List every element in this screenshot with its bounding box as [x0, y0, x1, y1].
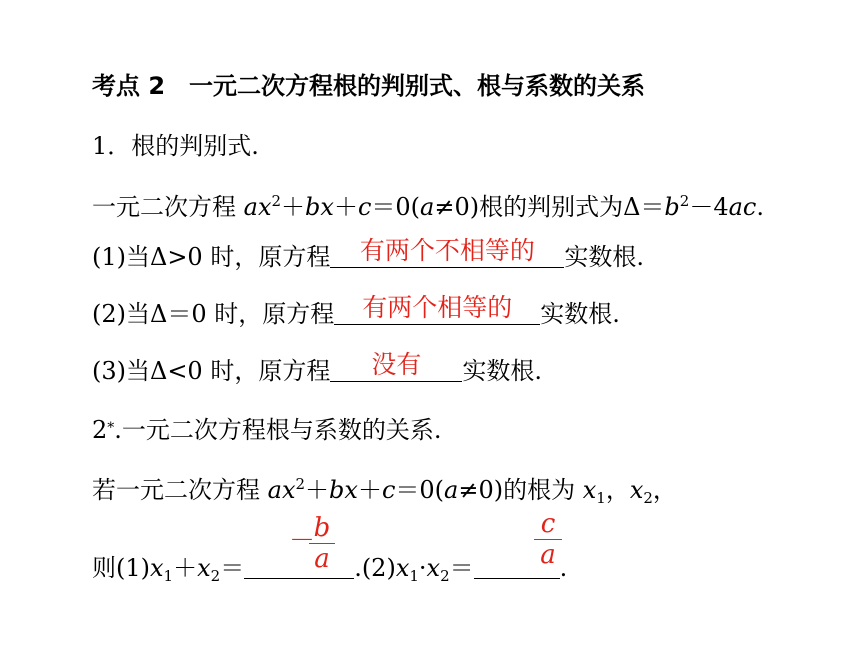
answer-blank-1 [330, 236, 564, 268]
case-3-line: (3)当Δ<0 时，原方程 没有 实数根. [92, 350, 542, 385]
answer-sum-denominator: a [314, 544, 330, 574]
answer-text-1: 有两个不相等的 [359, 236, 535, 265]
page-title: 考点 2 一元二次方程根的判别式、根与系数的关系 [92, 72, 646, 100]
product-blank [474, 554, 560, 579]
discriminant-definition: 一元二次方程 $ax^2+bx+c=0(a\ne 0)$根的判别式为$\Delta=b^2-4ac$. [92, 192, 765, 221]
answer-product-numerator: c [540, 509, 556, 539]
roots-result-line: 则$(1)x_1+x_2= .(2)x_1\cdot x_2=$ . [92, 554, 568, 585]
answer-blank-2 [334, 293, 540, 325]
sum-blank [244, 554, 354, 579]
answer-sum-sign: － [289, 526, 316, 556]
answer-text-2: 有两个相等的 [362, 293, 513, 322]
case-1-line: (1)当Δ>0 时，原方程 有两个不相等的 实数根. [92, 236, 644, 271]
section-1-heading: 1．根的判别式. [92, 132, 259, 160]
answer-text-3: 没有 [371, 350, 422, 379]
answer-sum-numerator: b [313, 513, 331, 543]
answer-blank-3 [330, 350, 462, 382]
section-2-heading: 2*.一元二次方程根与系数的关系. [92, 416, 442, 444]
case-2-line: (2)当Δ＝0 时，原方程 有两个相等的 实数根. [92, 293, 620, 328]
answer-product-denominator: a [540, 540, 556, 570]
roots-premise: 若一元二次方程 $ax^2+bx+c=0(a\ne 0)$的根为 $x_1$，$x_2$， [92, 475, 677, 507]
